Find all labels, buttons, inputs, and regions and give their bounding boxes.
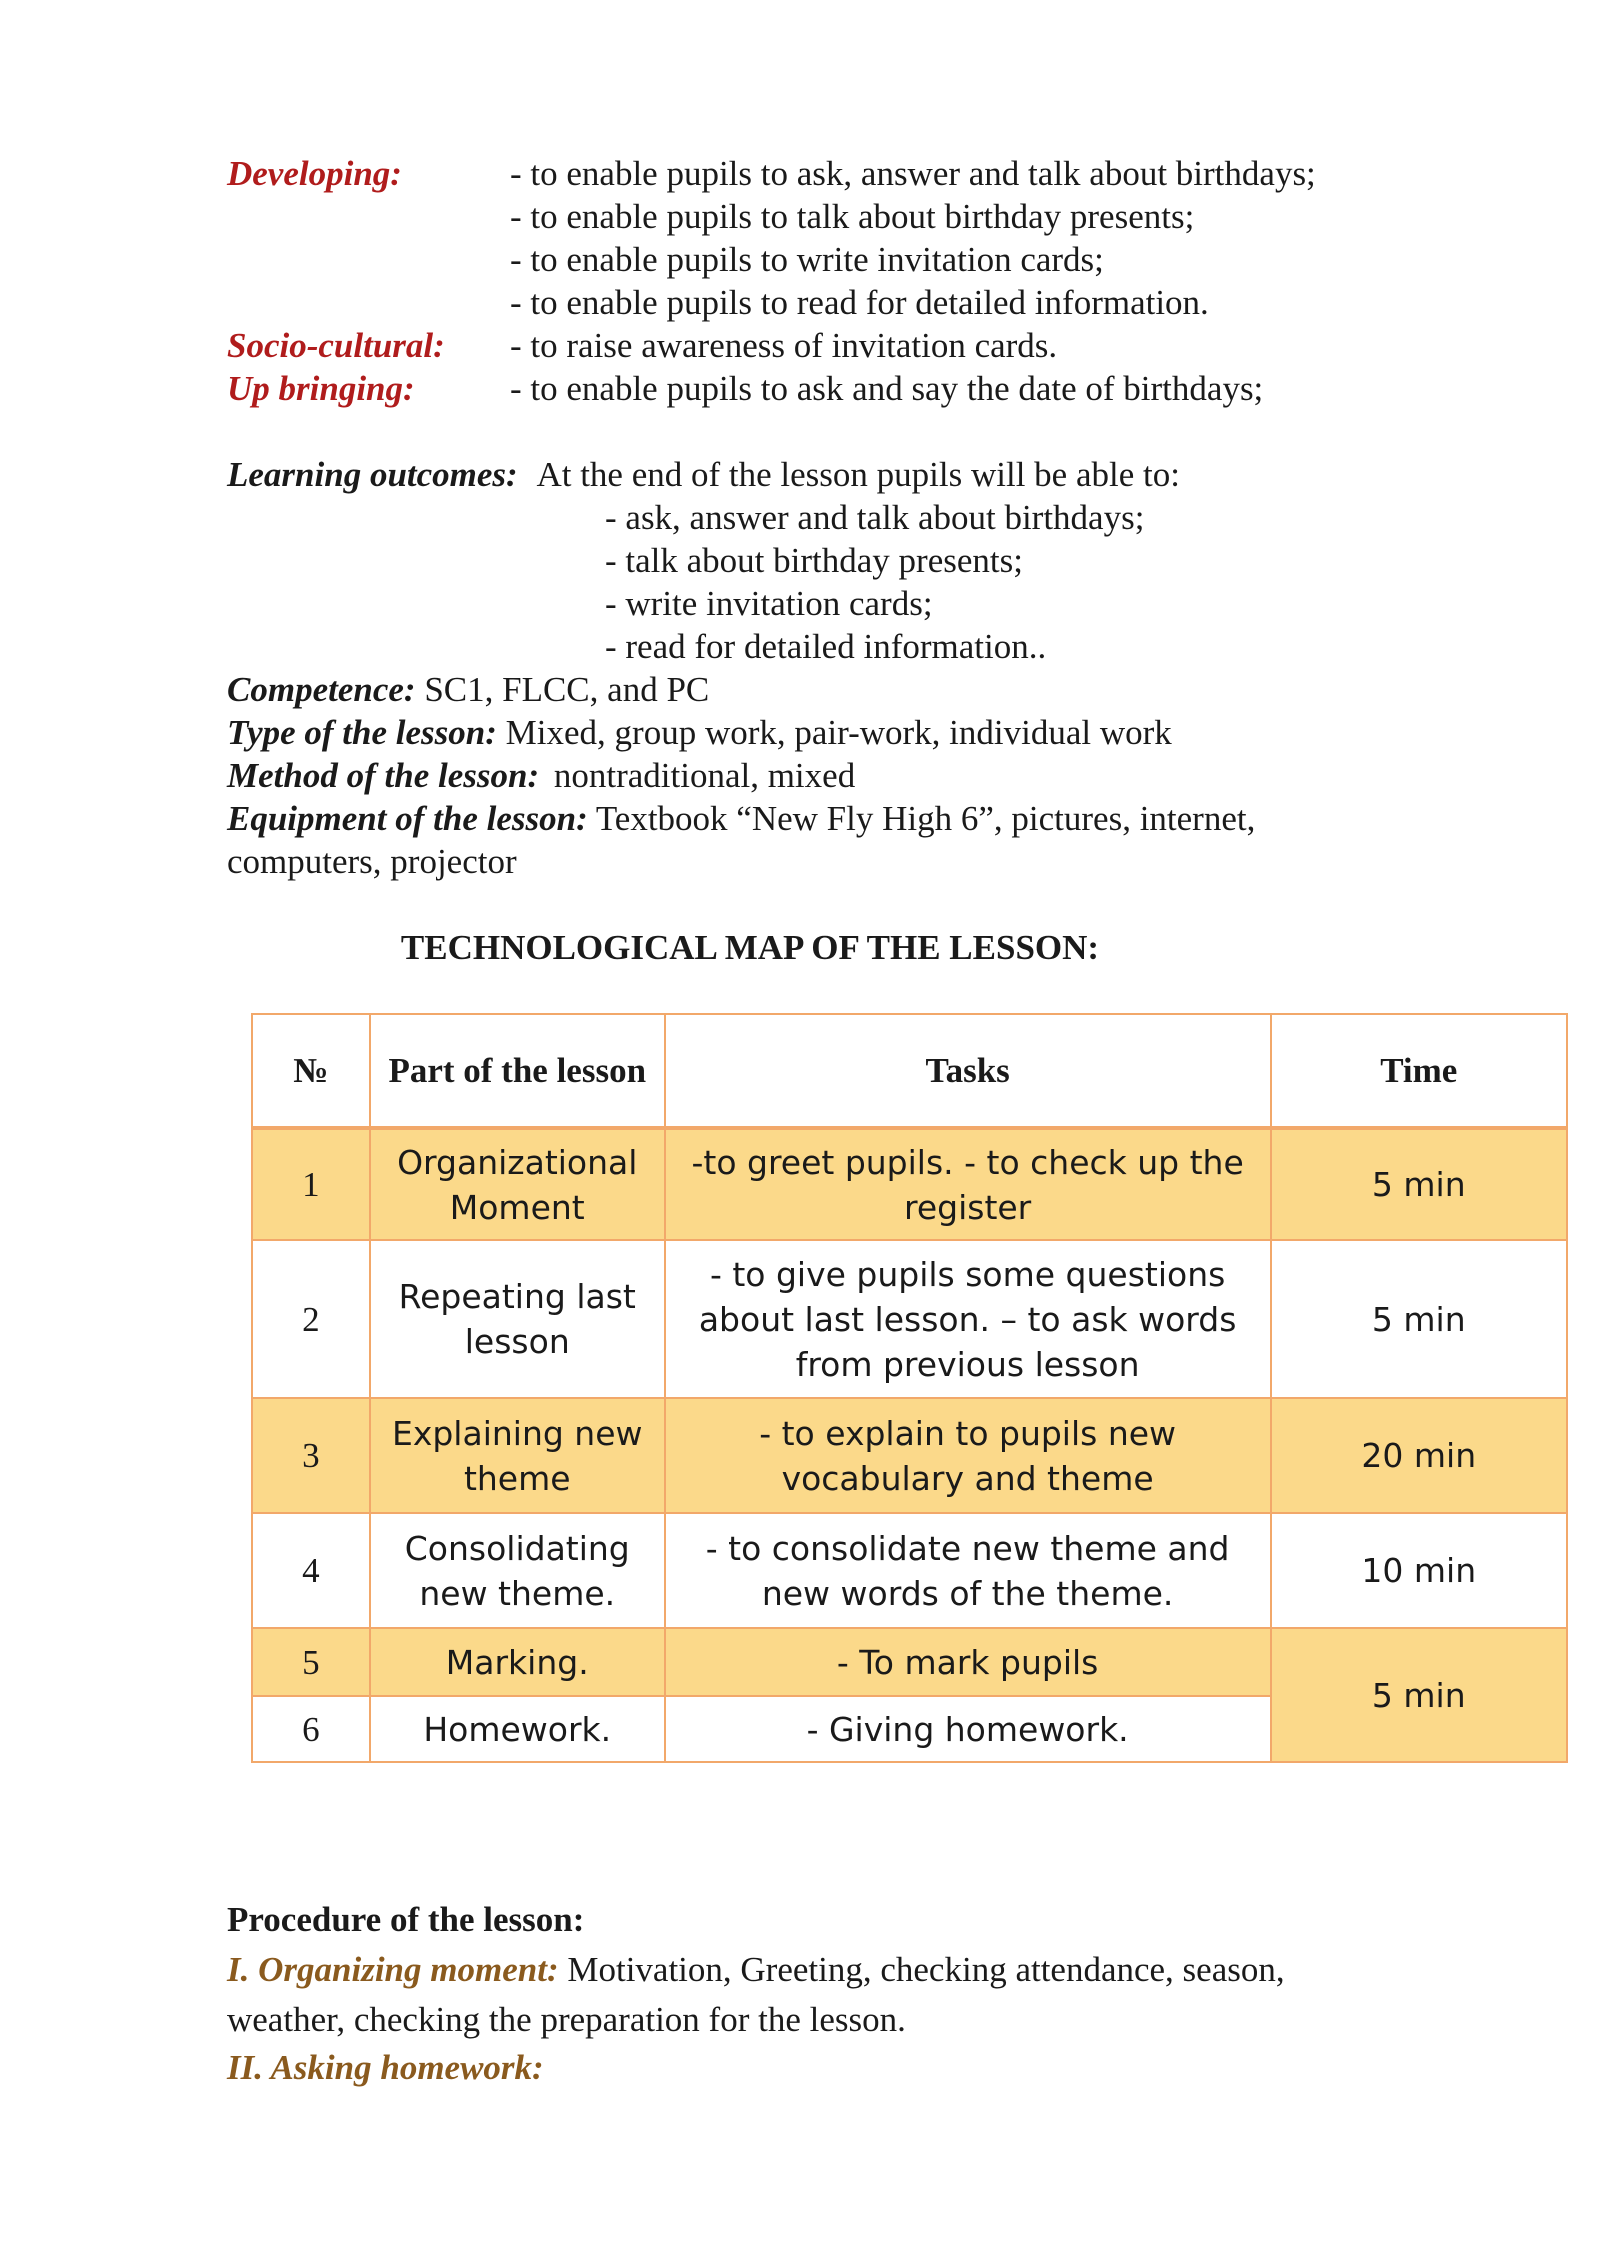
procedure-step-2-label: II. Asking homework: bbox=[227, 2048, 544, 2087]
table-row bbox=[252, 1240, 1567, 1398]
outcome-item: - write invitation cards; bbox=[605, 584, 933, 623]
outcomes-heading bbox=[227, 453, 1180, 496]
objective-line: - to enable pupils to ask and say the date of birthdays; bbox=[510, 369, 1264, 408]
row-tasks: - to explain to pupils new vocabulary and theme bbox=[665, 1398, 1271, 1513]
procedure-step-1-cont: weather, checking the preparation for the lesson. bbox=[227, 2000, 906, 2039]
row-tasks: - to consolidate new theme and new words of the theme. bbox=[665, 1513, 1271, 1628]
row-part: Marking. bbox=[370, 1628, 665, 1696]
competence-value: SC1, FLCC, and PC bbox=[424, 670, 710, 709]
table-header-row bbox=[252, 1014, 1567, 1128]
row-time: 5 min bbox=[1271, 1628, 1567, 1762]
objective-line: - to enable pupils to write invitation cards; bbox=[510, 240, 1104, 279]
technological-map-table bbox=[251, 1013, 1568, 1763]
procedure-title: Procedure of the lesson: bbox=[227, 1900, 585, 1939]
row-part: Repeating last lesson bbox=[370, 1240, 665, 1398]
lesson-type-value: Mixed, group work, pair-work, individual work bbox=[505, 713, 1172, 752]
lesson-method-label: Method of the lesson: bbox=[227, 756, 540, 795]
lesson-method-value: nontraditional, mixed bbox=[553, 756, 856, 795]
row-tasks: - Giving homework. bbox=[665, 1696, 1271, 1762]
technological-map-title: TECHNOLOGICAL MAP OF THE LESSON: bbox=[400, 928, 1100, 967]
objective-line: - to raise awareness of invitation cards. bbox=[510, 326, 1058, 365]
row-number: 5 bbox=[252, 1628, 370, 1696]
header-number: № bbox=[252, 1014, 370, 1128]
row-tasks: - to give pupils some questions about last lesson. – to ask words from previous lesson bbox=[665, 1240, 1271, 1398]
objective-line: - to enable pupils to ask, answer and talk about birthdays; bbox=[510, 154, 1316, 193]
competence-line bbox=[227, 668, 709, 711]
procedure-step-1-text: Motivation, Greeting, checking attendance, season, bbox=[567, 1950, 1285, 1989]
row-time: 20 min bbox=[1271, 1398, 1567, 1513]
objective-label-up-bringing: Up bringing: bbox=[227, 369, 415, 408]
outcomes-label: Learning outcomes: bbox=[227, 455, 518, 494]
header-tasks: Tasks bbox=[665, 1014, 1271, 1128]
row-part: Consolidating new theme. bbox=[370, 1513, 665, 1628]
procedure-step-1 bbox=[227, 1948, 1285, 1991]
competence-label: Competence: bbox=[227, 670, 416, 709]
outcomes-intro: At the end of the lesson pupils will be able to: bbox=[536, 455, 1180, 494]
equipment-value-cont: computers, projector bbox=[227, 842, 517, 881]
table-row bbox=[252, 1513, 1567, 1628]
row-number: 3 bbox=[252, 1398, 370, 1513]
row-part: Homework. bbox=[370, 1696, 665, 1762]
lesson-type-label: Type of the lesson: bbox=[227, 713, 497, 752]
objective-label-socio-cultural: Socio-cultural: bbox=[227, 326, 445, 365]
row-tasks: -to greet pupils. - to check up the register bbox=[665, 1128, 1271, 1240]
objective-line: - to enable pupils to talk about birthday presents; bbox=[510, 197, 1195, 236]
row-time: 5 min bbox=[1271, 1128, 1567, 1240]
header-part: Part of the lesson bbox=[370, 1014, 665, 1128]
table-row bbox=[252, 1128, 1567, 1240]
equipment-value: Textbook “New Fly High 6”, pictures, internet, bbox=[595, 799, 1256, 838]
row-tasks: - To mark pupils bbox=[665, 1628, 1271, 1696]
table-row bbox=[252, 1398, 1567, 1513]
equipment-line bbox=[227, 797, 1255, 840]
table-row bbox=[252, 1628, 1567, 1696]
outcome-item: - read for detailed information.. bbox=[605, 627, 1047, 666]
lesson-type-line bbox=[227, 711, 1172, 754]
objective-line: - to enable pupils to read for detailed information. bbox=[510, 283, 1209, 322]
lesson-method-line bbox=[227, 754, 855, 797]
row-time: 5 min bbox=[1271, 1240, 1567, 1398]
row-time: 10 min bbox=[1271, 1513, 1567, 1628]
row-part: Organizational Moment bbox=[370, 1128, 665, 1240]
outcome-item: - ask, answer and talk about birthdays; bbox=[605, 498, 1145, 537]
procedure-step-1-label: I. Organizing moment: bbox=[227, 1950, 559, 1989]
equipment-label: Equipment of the lesson: bbox=[227, 799, 588, 838]
technological-map-heading bbox=[0, 928, 1600, 968]
row-number: 4 bbox=[252, 1513, 370, 1628]
header-time: Time bbox=[1271, 1014, 1567, 1128]
row-number: 2 bbox=[252, 1240, 370, 1398]
row-part: Explaining new theme bbox=[370, 1398, 665, 1513]
row-number: 6 bbox=[252, 1696, 370, 1762]
objective-label-developing: Developing: bbox=[227, 154, 402, 193]
outcome-item: - talk about birthday presents; bbox=[605, 541, 1023, 580]
row-number: 1 bbox=[252, 1128, 370, 1240]
